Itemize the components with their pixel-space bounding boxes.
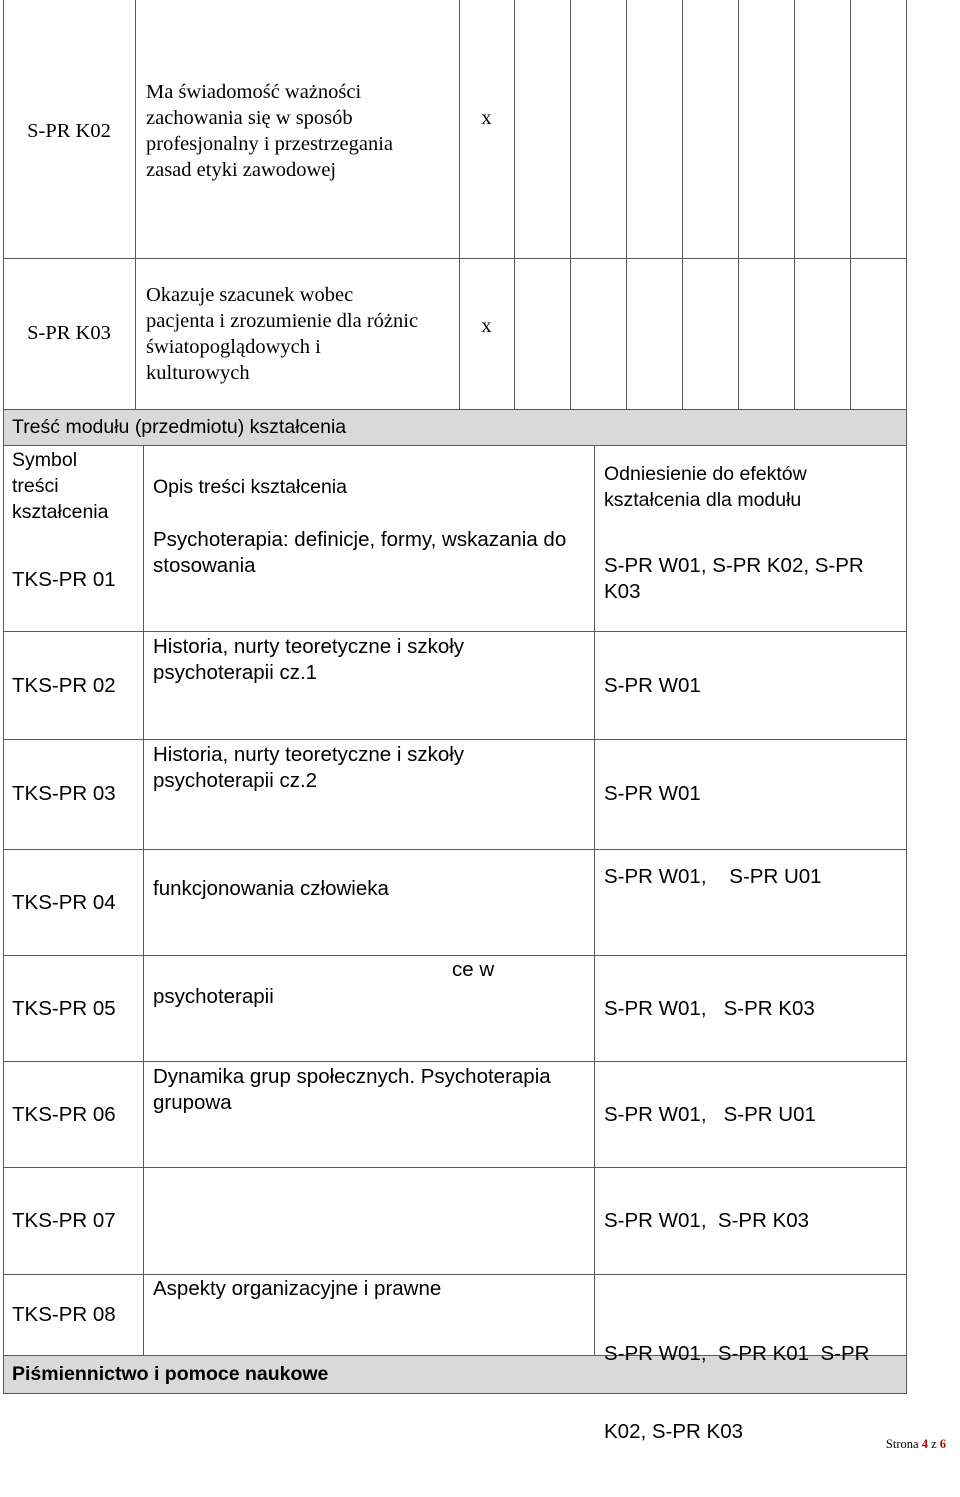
content-code: TKS-PR 05 [12,997,116,1020]
content-description: Psychoterapia: definicje, formy, wskazania do stosowania [153,528,567,577]
content-description-fragment: ce w [452,958,495,981]
content-reference: S-PR W01, S-PR U01 [604,1103,816,1126]
content-description: psychoterapii [153,985,274,1008]
content-code: TKS-PR 07 [12,1209,116,1232]
content-code: TKS-PR 02 [12,674,116,697]
content-reference: S-PR W01 [604,674,701,697]
upper-row-mark: x [481,315,492,337]
footer-separator: z [927,1437,940,1451]
content-reference: S-PR W01, S-PR U01 [604,865,822,888]
header-symbol: Symbol treści kształcenia [12,449,109,523]
upper-row-symbol: S-PR K02 [27,120,111,142]
content-description: funkcjonowania człowieka [153,877,389,900]
content-reference: S-PR W01 [604,782,701,805]
content-section-title: Treść modułu (przedmiotu) kształcenia [12,416,347,438]
footer-total-pages: 6 [939,1437,946,1451]
upper-row-symbol: S-PR K03 [27,322,111,344]
upper-row-description: Ma świadomość ważności zachowania się w sposób profesjonalny i przestrzegania zasad etyki zawodowej [146,81,394,181]
content-description: Dynamika grup społecznych. Psychoterapia grupowa [153,1065,551,1114]
content-code: TKS-PR 01 [12,568,116,591]
content-reference: S-PR W01, S-PR K03 [604,997,815,1020]
page-footer [886,1437,946,1452]
content-description: Historia, nurty teoretyczne i szkoły psychoterapii cz.1 [153,635,465,684]
content-reference: S-PR W01, S-PR K02, S-PR K03 [604,554,864,603]
upper-row-mark: x [481,107,492,129]
content-reference: S-PR W01, S-PR K03 [604,1209,810,1232]
content-code: TKS-PR 03 [12,782,116,805]
footer-prefix: Strona [885,1437,922,1451]
content-code: TKS-PR 04 [12,891,116,914]
footer-current-page: 4 [921,1437,928,1451]
upper-row-description: Okazuje szacunek wobec pacjenta i zrozumienie dla różnic światopoglądowych i kulturowych [146,284,419,384]
header-description: Opis treści kształcenia [153,476,347,498]
content-reference: S-PR W01, S-PR K01 S-PR K02, S-PR K03 [604,1342,870,1443]
header-reference: Odniesienie do efektów kształcenia dla modułu [604,463,807,511]
content-description: Aspekty organizacyjne i prawne [153,1277,442,1300]
content-code: TKS-PR 06 [12,1103,116,1126]
content-description: Historia, nurty teoretyczne i szkoły psychoterapii cz.2 [153,743,465,792]
content-code: TKS-PR 08 [12,1303,116,1326]
literature-title: Piśmiennictwo i pomoce naukowe [12,1363,329,1385]
